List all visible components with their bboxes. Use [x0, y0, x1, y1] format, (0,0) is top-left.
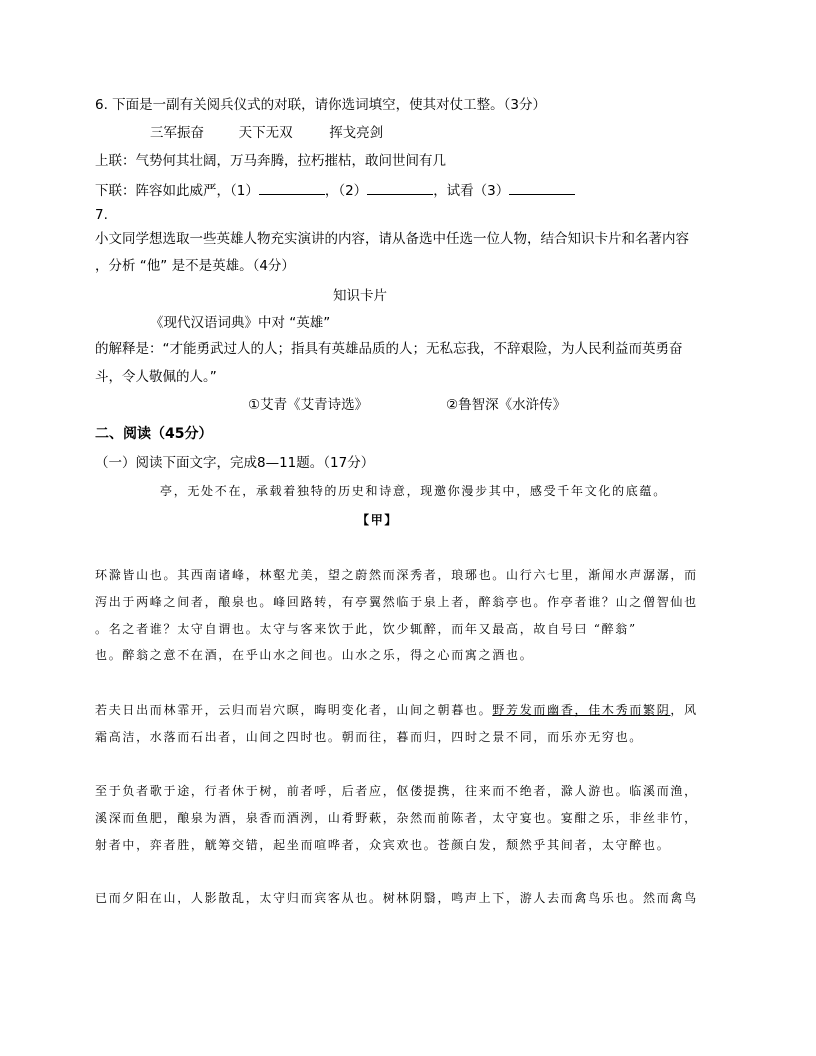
passage-p2-underlined: 野芳发而幽香，佳木秀而繁阴 — [492, 703, 671, 717]
passage-p3-line3: 射者中，弈者胜，觥筹交错，起坐而喧哗者，众宾欢也。苍颜白发，颓然乎其间者，太守醉也。 — [95, 838, 671, 852]
q7-choice-2: ②鲁智深《水浒传》 — [446, 397, 567, 413]
q6-option-1: 三军振奋 — [150, 125, 204, 141]
q7-text-line2: ，分析 “他” 是不是英雄。（4分） — [95, 258, 295, 274]
passage-p2-line1 — [95, 701, 698, 719]
q6-upper-couplet: 上联：气势何其壮阔，万马奔腾，拉朽摧枯，敢问世间有几 — [95, 153, 446, 169]
q7-text-line1: 小文同学想选取一些英雄人物充实演讲的内容，请从备选中任选一位人物，结合知识卡片和名著内容 — [95, 231, 689, 247]
passage-p1-line3: 。名之者谁？太守自谓也。太守与客来饮于此，饮少辄醉，而年又最高，故自号曰 “醉翁” — [95, 622, 637, 636]
knowledge-card-line3: 斗，令人敬佩的人。” — [95, 369, 217, 385]
knowledge-card-line1: 《现代汉语词典》中对 “英雄” — [150, 315, 331, 331]
passage-p3-line2: 溪深而鱼肥，酿泉为酒，泉香而酒洌，山肴野蔌，杂然而前陈者，太守宴也。宴酣之乐，非丝非竹， — [95, 811, 698, 825]
q7-choice-1: ①艾青《艾青诗选》 — [248, 397, 369, 413]
passage-p1-line2: 泻出于两峰之间者，酿泉也。峰回路转，有亭翼然临于泉上者，醉翁亭也。作亭者谁？山之僧智仙也 — [95, 595, 698, 609]
knowledge-card-line2: 的解释是：“才能勇武过人的人；指具有英雄品质的人；无私忘我，不辞艰险，为人民利益而英勇奋 — [95, 341, 683, 357]
section-heading: 二、阅读（45分） — [95, 426, 213, 442]
passage-p4-line1: 已而夕阳在山，人影散乱，太守归而宾客从也。树林阴翳，鸣声上下，游人去而禽鸟乐也。然而禽鸟 — [95, 891, 698, 905]
q6-lower-prefix: 下联：阵容如此威严，（1） — [95, 183, 259, 199]
q6-lower-mid1: ，（2） — [324, 183, 368, 199]
passage-p1-line1: 环滁皆山也。其西南诸峰，林壑尤美，望之蔚然而深秀者，琅琊也。山行六七里，渐闻水声潺潺，而 — [95, 568, 698, 582]
q6-blank-1[interactable] — [259, 180, 325, 195]
passage-p3-line1: 至于负者歌于途，行者休于树，前者呼，后者应，伛偻提携，往来而不绝者，滁人游也。临溪而渔， — [95, 784, 698, 798]
passage-p1-line4: 也。醉翁之意不在酒，在乎山水之间也。山水之乐，得之心而寓之酒也。 — [95, 648, 534, 662]
q7-number: 7. — [95, 207, 108, 223]
q6-options — [150, 124, 383, 142]
section-intro: 亭，无处不在，承载着独特的历史和诗意，现邀你漫步其中，感受千年文化的底蕴。 — [160, 484, 667, 498]
q6-blank-3[interactable] — [509, 180, 575, 195]
passage-label-jia: 【甲】 — [357, 513, 399, 527]
section-subheading: （一）阅读下面文字，完成8—11题。（17分） — [95, 455, 375, 471]
q6-option-3: 挥戈亮剑 — [329, 125, 384, 141]
q6-option-2: 天下无双 — [238, 125, 293, 141]
passage-p2-text-a: 若夫日出而林霏开，云归而岩穴暝，晦明变化者，山间之朝暮也。 — [95, 703, 493, 717]
q6-title: 6. 下面是一副有关阅兵仪式的对联，请你选词填空，使其对仗工整。（3分） — [95, 97, 547, 113]
knowledge-card-title: 知识卡片 — [333, 288, 387, 304]
q6-blank-2[interactable] — [367, 180, 433, 195]
q6-lower-mid2: ，试看（3） — [433, 183, 510, 199]
q6-lower-couplet — [95, 180, 575, 200]
passage-p2-line2: 霜高洁，水落而石出者，山间之四时也。朝而往，暮而归，四时之景不同，而乐亦无穷也。 — [95, 730, 644, 744]
passage-p2-text-b: ，风 — [670, 703, 698, 717]
